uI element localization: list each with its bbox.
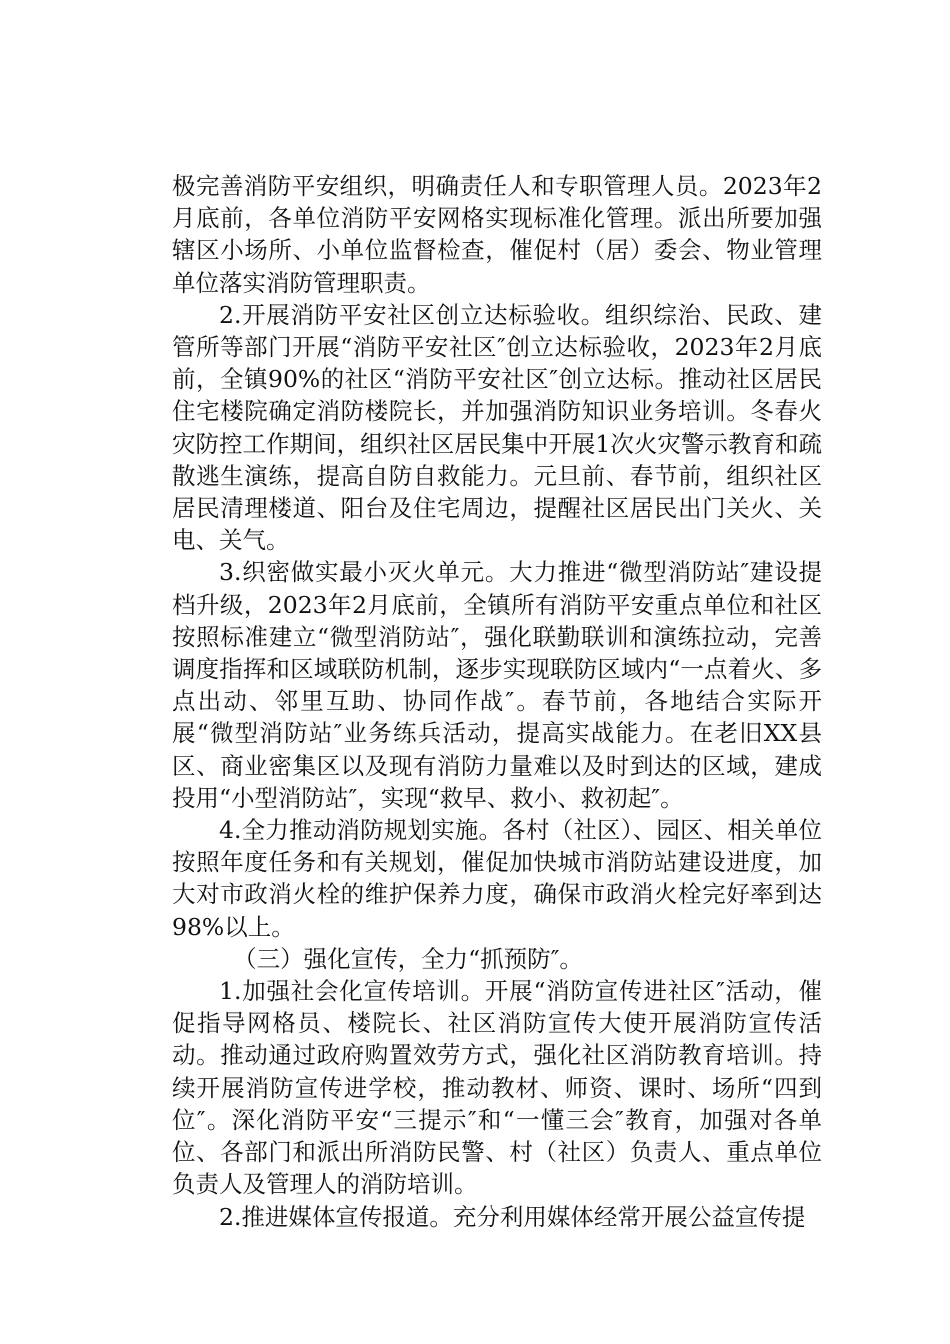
paragraph-continuation: 极完善消防平安组织，明确责任人和专职管理人员。2023年2月底前，各单位消防平安网格实现标准化管理。派出所要加强辖区小场所、小单位监督检查，催促村（居）委会、物业管理单位落实消防管理职责。 <box>172 172 822 297</box>
paragraph-item-2: 2.开展消防平安社区创立达标验收。组织综治、民政、建管所等部门开展“消防平安社区″创立达标验收，2023年2月底前，全镇90%的社区“消防平安社区″创立达标。推动社区居民住宅楼院确定消防楼院长，并加强消防知识业务培训。冬春火灾防控工作期间，组织社区居民集中开展1次火灾警示教育和疏散逃生演练，提高自防自救能力。元旦前、春节前，组织社区居民清理楼道、阳台及住宅周边，提醒社区居民出门关火、关电、关气。 <box>172 300 822 555</box>
paragraph-item-3: 3.织密做实最小灭火单元。大力推进“微型消防站″建设提档升级，2023年2月底前，全镇所有消防平安重点单位和社区按照标准建立“微型消防站″，强化联勤联训和演练拉动，完善调度指挥和区域联防机制，逐步实现联防区域内“一点着火、多点出动、邻里互助、协同作战″。春节前，各地结合实际开展“微型消防站″业务练兵活动，提高实战能力。在老旧XX县区、商业密集区以及现有消防力量难以及时到达的区域，建成投用“小型消防站″，实现“救早、救小、救初起″。 <box>172 558 822 812</box>
section-heading: （三）强化宣传，全力“抓预防″。 <box>233 944 583 973</box>
document-body <box>172 170 822 1233</box>
paragraph-item-2b: 2.推进媒体宣传报道。充分利用媒体经常开展公益宣传提 <box>219 1202 806 1231</box>
paragraph-item-1: 1.加强社会化宣传培训。开展“消防宣传进社区″活动，催促指导网格员、楼院长、社区消防宣传大使开展消防宣传活动。推动通过政府购置效劳方式，强化社区消防教育培训。持续开展消防宣传进学校，推动教材、师资、课时、场所“四到位″。深化消防平安“三提示″和“一懂三会″教育，加强对各单位、各部门和派出所消防民警、村（社区）负责人、重点单位负责人及管理人的消防培训。 <box>172 977 822 1199</box>
paragraph-item-4: 4.全力推动消防规划实施。各村（社区）、园区、相关单位按照年度任务和有关规划，催促加快城市消防站建设进度，加大对市政消火栓的维护保养力度，确保市政消火栓完好率到达98%以上。 <box>172 816 822 941</box>
